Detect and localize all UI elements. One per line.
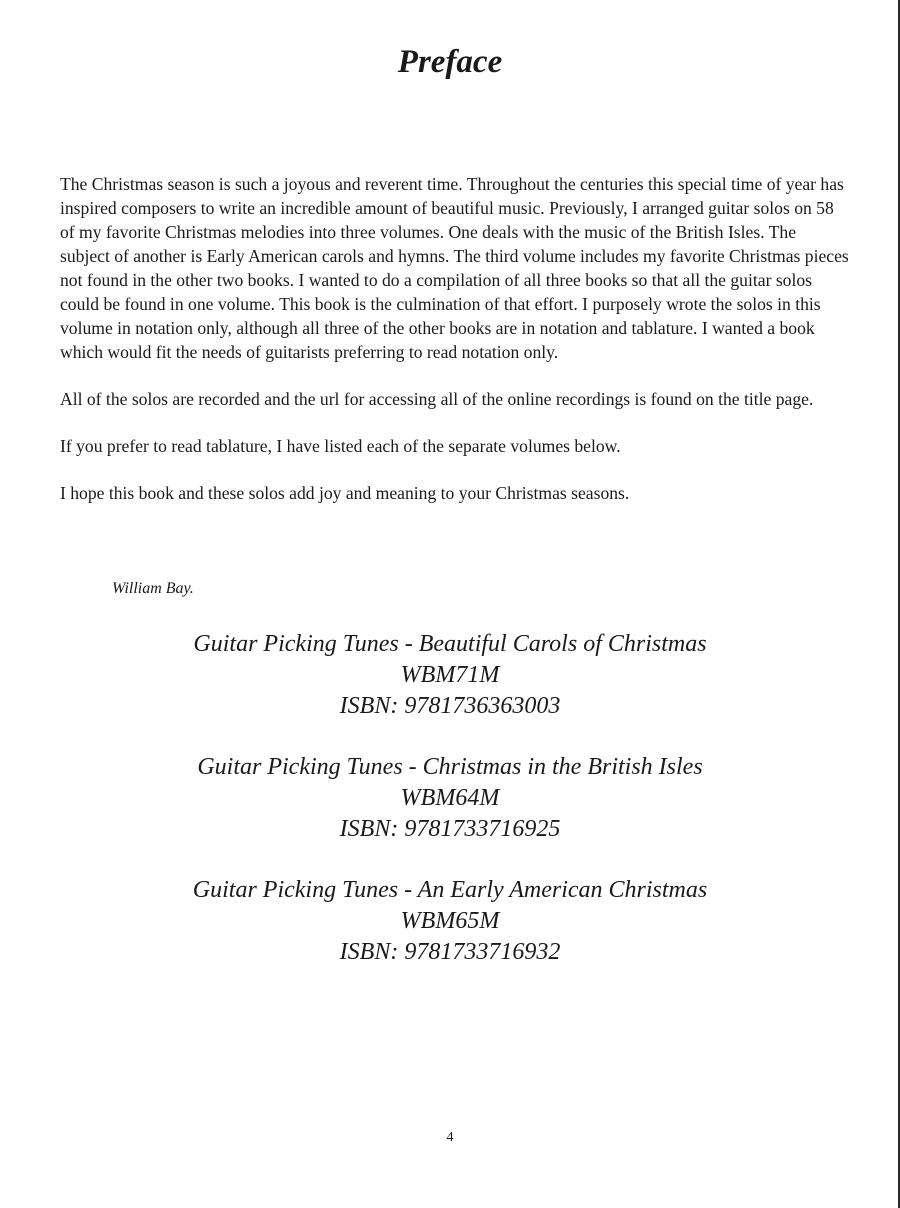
author-signature: William Bay. xyxy=(112,580,194,597)
page-number: 4 xyxy=(446,1130,454,1145)
volume-item xyxy=(0,875,900,968)
preface-body xyxy=(60,172,850,528)
volume-title: Guitar Picking Tunes - Christmas in the British Isles xyxy=(197,754,703,780)
paragraph-tablature: If you prefer to read tablature, I have listed each of the separate volumes below. xyxy=(60,436,621,456)
paragraph-closing: I hope this book and these solos add joy and meaning to your Christmas seasons. xyxy=(60,483,630,503)
paragraph-recordings: All of the solos are recorded and the url for accessing all of the online recordings is found on the title page. xyxy=(60,389,814,409)
volume-isbn: ISBN: 9781733716925 xyxy=(339,816,561,842)
volume-isbn: ISBN: 9781736363003 xyxy=(339,693,561,719)
volume-code: WBM65M xyxy=(400,908,500,934)
volume-isbn: ISBN: 9781733716932 xyxy=(339,939,561,965)
volume-list xyxy=(0,629,900,998)
volume-item xyxy=(0,752,900,845)
volume-code: WBM71M xyxy=(400,662,500,688)
paragraph-intro: The Christmas season is such a joyous and reverent time. Throughout the centuries this special time of year has inspired composers to write an incredible amount of beautiful music. Previously, I arranged guitar solos on 58 of my favorite Christmas melodies into three volumes. One deals with the music of the British Isles. The subject of another is Early American carols and hymns. The third volume includes my favorite Christmas pieces not found in the other two books. I wanted to do a compilation of all three books so that all the guitar solos could be found in one volume. This book is the culmination of that effort. I purposely wrote the solos in this volume in notation only, although all three of the other books are in notation and tablature. I wanted a book which would fit the needs of guitarists preferring to read notation only. xyxy=(60,174,849,362)
volume-code: WBM64M xyxy=(400,785,500,811)
volume-title: Guitar Picking Tunes - An Early American Christmas xyxy=(192,877,708,903)
volume-title: Guitar Picking Tunes - Beautiful Carols of Christmas xyxy=(193,631,707,657)
page-title: Preface xyxy=(397,44,503,80)
volume-item xyxy=(0,629,900,722)
